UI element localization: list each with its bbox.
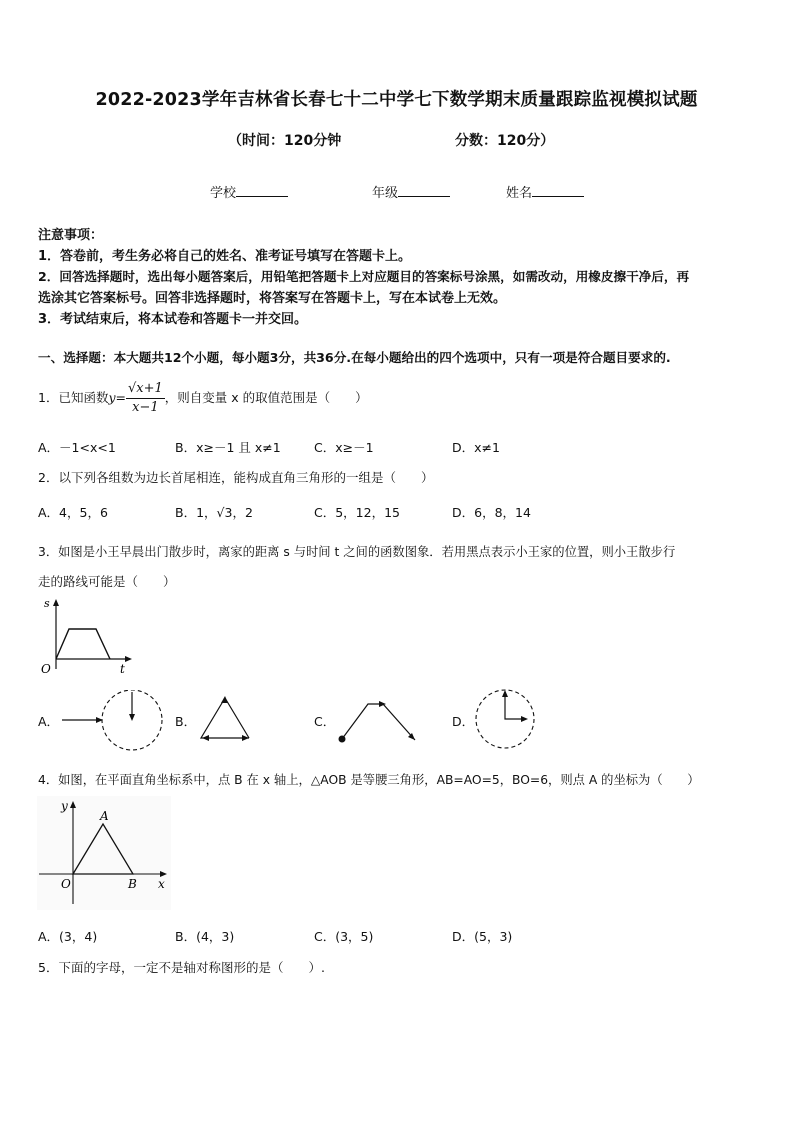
notice-item-1: 1．答卷前，考生务必将自己的姓名、准考证号填写在答题卡上。	[38, 249, 412, 264]
q3-option-d-figure[interactable]	[474, 688, 536, 750]
q3-label-o: O	[41, 662, 51, 676]
question-4: 4．如图，在平面直角坐标系中，点 B 在 x 轴上，△AOB 是等腰三角形，AB=AO=5，BO=6，则点 A 的坐标为（ ）	[38, 773, 700, 787]
exam-score: 分数：120分）	[455, 133, 555, 149]
q1-denominator: x−1	[132, 400, 159, 415]
notice-item-2b: 选涂其它答案标号。回答非选择题时，将答案写在答题卡上，写在本试卷上无效。	[38, 291, 507, 306]
q3-b-arrow-top-icon	[221, 696, 228, 703]
q3-d-radius-path	[505, 692, 524, 719]
q2-option-c[interactable]: C．5，12，15	[314, 505, 400, 520]
q3-t-arrow-icon	[125, 656, 132, 662]
school-field	[210, 182, 288, 201]
q3-b-triangle-path	[201, 698, 249, 738]
question-1	[38, 380, 368, 417]
q3-option-b-label[interactable]: B．	[175, 714, 197, 729]
q3-graph-line	[56, 629, 110, 659]
q4-label-b: B	[128, 877, 137, 891]
q4-label-o: O	[61, 877, 71, 891]
notice-heading: 注意事项：	[38, 228, 104, 243]
grade-field	[372, 182, 450, 201]
q3-option-b-figure[interactable]	[195, 690, 255, 744]
q2-option-a[interactable]: A．4，5，6	[38, 505, 108, 520]
name-label: 姓名	[506, 186, 533, 201]
q2-option-b[interactable]: B．1，√3，2	[175, 505, 253, 520]
question-3-line-2: 走的路线可能是（ ）	[38, 574, 176, 589]
q3-option-c-label[interactable]: C．	[314, 714, 336, 729]
q3-s-arrow-icon	[53, 599, 59, 606]
name-blank[interactable]	[532, 184, 584, 197]
q3-distance-time-graph	[36, 595, 136, 677]
page-title: 2022-2023学年吉林省长春七十二中学七下数学期末质量跟踪监视模拟试题	[95, 90, 698, 110]
school-blank[interactable]	[236, 184, 288, 197]
q3-option-a-label[interactable]: A．	[38, 714, 60, 729]
q1-numerator: √x+1	[126, 380, 165, 399]
name-field	[506, 182, 584, 201]
q4-option-d[interactable]: D．(5，3)	[452, 929, 513, 944]
q2-option-d[interactable]: D．6，8，14	[452, 505, 531, 520]
question-3-line-1: 3．如图是小王早晨出门散步时，离家的距离 s 与时间 t 之间的函数图象．若用黑点表示小王家的位置，则小王散步行	[38, 545, 676, 559]
notice-item-3: 3．考试结束后，将本试卷和答题卡一并交回。	[38, 312, 308, 327]
q4-label-y: y	[61, 799, 68, 813]
grade-label: 年级	[372, 186, 399, 201]
q4-coordinate-figure	[37, 796, 171, 910]
exam-time: （时间：120分钟	[228, 133, 342, 149]
school-label: 学校	[210, 186, 237, 201]
q1-suffix: ，则自变量 x 的取值范围是（ ）	[164, 390, 368, 405]
question-2: 2．以下列各组数为边长首尾相连，能构成直角三角形的一组是（ ）	[38, 470, 434, 485]
q3-option-c-figure[interactable]	[333, 692, 423, 748]
question-5: 5．下面的字母，一定不是轴对称图形的是（ ）.	[38, 960, 325, 975]
q1-option-c[interactable]: C．x≥－1	[314, 440, 374, 455]
q3-option-d-label[interactable]: D．	[452, 714, 475, 729]
q4-label-x: x	[158, 877, 165, 891]
q1-option-d[interactable]: D．x≠1	[452, 440, 500, 455]
q3-c-path	[342, 704, 415, 740]
grade-blank[interactable]	[398, 184, 450, 197]
q1-prefix: 1．已知函数	[38, 390, 109, 405]
q4-option-c[interactable]: C．(3，5)	[314, 929, 374, 944]
q3-a-radius-arrow-icon	[129, 714, 135, 721]
notice-item-2a: 2．回答选择题时，选出每小题答案后，用铅笔把答题卡上对应题目的答案标号涂黑，如需改动，用橡皮擦干净后，再	[38, 269, 690, 284]
q3-label-s: s	[44, 597, 50, 610]
q1-option-b[interactable]: B．x≥－1 且 x≠1	[175, 440, 281, 455]
q3-d-arrow-right-icon	[521, 716, 528, 722]
q3-b-arrow-left-icon	[202, 735, 209, 741]
q1-y-eq: y=	[108, 390, 126, 405]
q3-label-t: t	[120, 662, 125, 676]
section-heading: 一、选择题：本大题共12个小题，每小题3分，共36分.在每小题给出的四个选项中，只有一项是符合题目要求的.	[38, 350, 671, 365]
q4-option-a[interactable]: A．(3，4)	[38, 929, 98, 944]
q3-option-a-figure[interactable]	[60, 690, 168, 752]
q1-option-a[interactable]: A．－1<x<1	[38, 440, 116, 455]
q3-d-arrow-up-icon	[502, 690, 508, 697]
q1-fraction	[126, 380, 165, 417]
q4-label-a: A	[100, 809, 109, 823]
q4-option-b[interactable]: B．(4，3)	[175, 929, 235, 944]
